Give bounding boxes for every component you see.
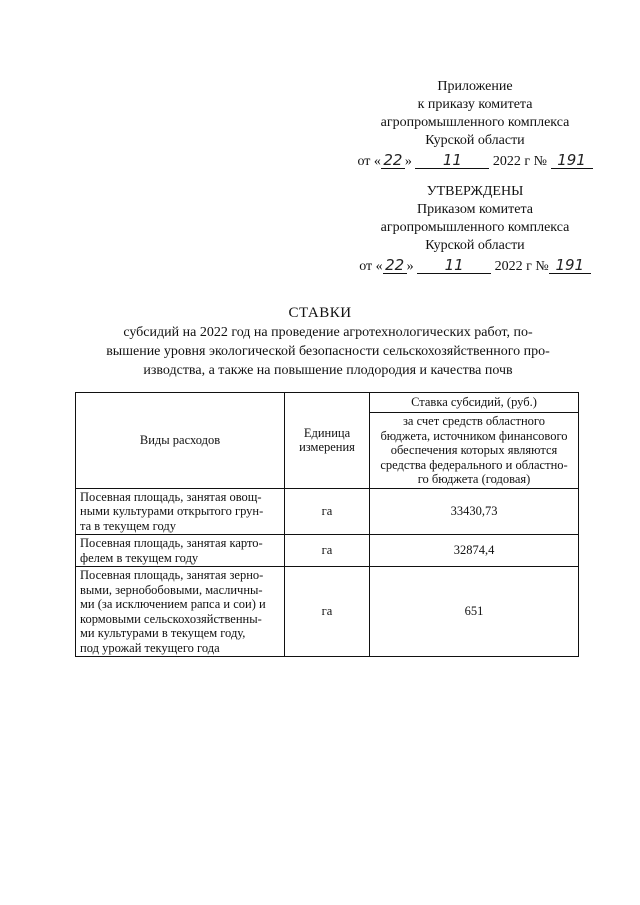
header-rate-sub-line: го бюджета (годовая) (417, 472, 531, 486)
header-rate-sub-line: за счет средств областного (402, 414, 545, 428)
handwritten-number: 191 (551, 153, 593, 169)
handwritten-day: 22 (383, 258, 407, 274)
cell-rate: 651 (370, 567, 579, 657)
year-text: 2022 г (494, 259, 532, 274)
cell-kind-line: ми (за исключением рапса и сои) и (80, 597, 266, 611)
header-unit-line: Единица (303, 425, 351, 440)
appendix-date-line (340, 153, 610, 171)
cell-unit: га (285, 535, 370, 567)
cell-kind (76, 488, 285, 535)
header-rate-sub-line: бюджета, источником финансового (380, 428, 568, 443)
approved-heading: УТВЕРЖДЕНЫ (426, 184, 524, 199)
cell-rate: 32874,4 (370, 535, 579, 567)
number-prefix: № (533, 154, 548, 169)
cell-unit: га (285, 567, 370, 657)
table-row (76, 567, 579, 657)
appendix-line: к приказу комитета (417, 97, 533, 112)
header-rate-sub-line: средства федерального и областно- (380, 457, 568, 472)
approved-date-line (340, 258, 610, 276)
cell-kind-line: выми, зернобобовыми, масличны- (80, 582, 263, 597)
year-text: 2022 г (492, 154, 531, 169)
date-prefix: от « (359, 259, 383, 274)
cell-kind-line: Посевная площадь, занятая овощ- (80, 489, 262, 504)
header-rate-sub (370, 413, 579, 489)
subtitle-line: изводства, а также на повышение плодородия и качества почв (143, 363, 513, 378)
cell-unit: га (285, 488, 370, 535)
header-rate-sub-line: обеспечения которых являются (390, 443, 558, 457)
appendix-line: Курской области (425, 133, 525, 148)
date-prefix: от « (357, 154, 381, 169)
header-unit-line: измерения (299, 440, 355, 455)
cell-kind (76, 535, 285, 567)
cell-kind-line: Посевная площадь, занятая зерно- (80, 568, 264, 582)
header-rate: Ставка субсидий, (руб.) (370, 393, 579, 413)
cell-kind-line: та в текущем году (80, 518, 176, 533)
number-prefix: № (535, 259, 549, 274)
handwritten-number: 191 (549, 258, 591, 274)
approved-block (340, 183, 610, 276)
approved-line: Курской области (425, 238, 525, 253)
appendix-block (340, 78, 610, 171)
appendix-line: агропромышленного комплекса (380, 115, 570, 130)
subtitle-line: субсидий на 2022 год на проведение агротехнологических работ, по- (123, 325, 533, 340)
header-unit (285, 393, 370, 489)
cell-rate: 33430,73 (370, 488, 579, 535)
table-row (76, 535, 579, 567)
table-header-row (76, 393, 579, 413)
document-subtitle (78, 323, 578, 380)
approved-line: Приказом комитета (417, 202, 533, 217)
cell-kind-line: фелем в текущем году (80, 550, 199, 565)
document-title: СТАВКИ (288, 305, 352, 321)
date-mid: » (404, 154, 412, 169)
header-kind: Виды расходов (76, 393, 285, 489)
cell-kind (76, 567, 285, 657)
approved-line: агропромышленного комплекса (380, 220, 570, 235)
subtitle-line: вышение уровня экологической безопасности сельскохозяйственного про- (106, 344, 550, 359)
rates-table (75, 392, 579, 657)
handwritten-month: 11 (417, 258, 491, 274)
cell-kind-line: Посевная площадь, занятая карто- (80, 536, 263, 550)
cell-kind-line: кормовыми сельскохозяйственны- (80, 611, 262, 626)
table-row (76, 488, 579, 535)
handwritten-day: 22 (381, 153, 405, 169)
handwritten-month: 11 (415, 153, 489, 169)
cell-kind-line: под урожай текущего года (80, 640, 220, 655)
cell-kind-line: ми культурами в текущем году, (80, 626, 246, 640)
appendix-line: Приложение (437, 79, 513, 94)
cell-kind-line: ными культурами открытого грун- (80, 504, 264, 518)
date-mid: » (406, 259, 414, 274)
